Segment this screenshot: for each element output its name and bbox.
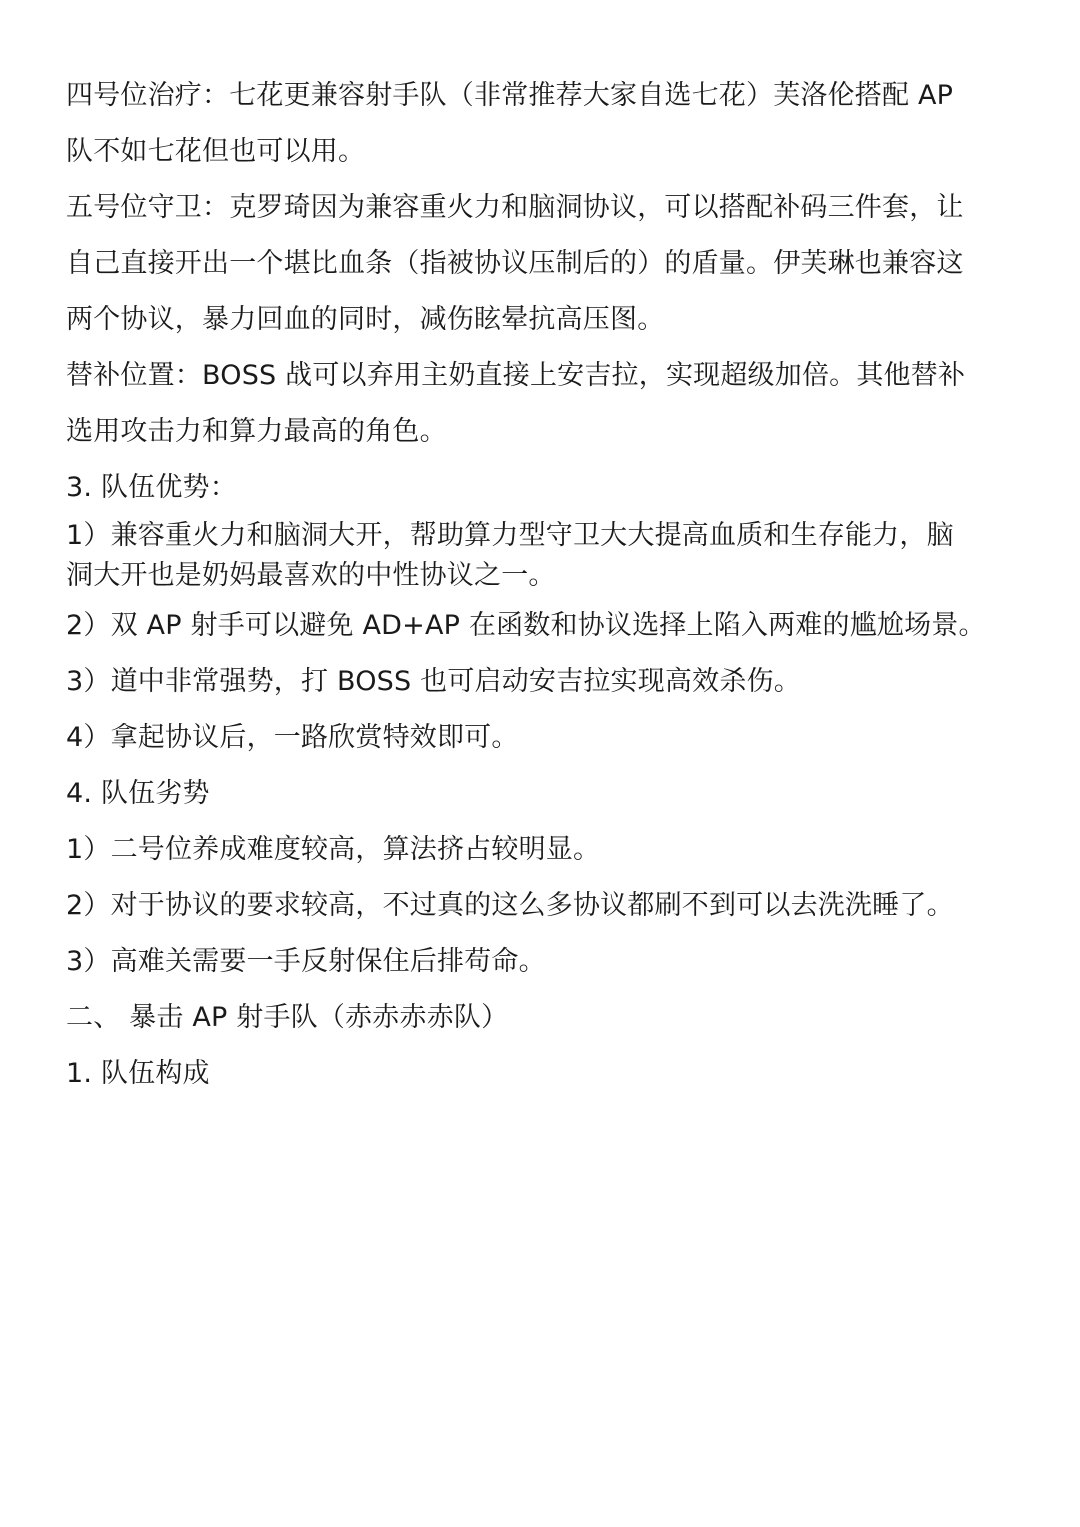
list-item: 3）高难关需要一手反射保住后排苟命。 xyxy=(66,946,546,977)
section-heading: 3. 队伍优势： xyxy=(66,472,237,503)
paragraph-line: 四号位治疗：七花更兼容射手队（非常推荐大家自选七花）芙洛伦搭配 AP xyxy=(66,80,954,111)
paragraph-line: 选用攻击力和算力最高的角色。 xyxy=(66,416,447,447)
chapter-heading: 二、 暴击 AP 射手队（赤赤赤赤队） xyxy=(66,1002,509,1033)
section-heading: 1. 队伍构成 xyxy=(66,1058,210,1089)
list-item-line: 洞大开也是奶妈最喜欢的中性协议之一。 xyxy=(66,560,556,591)
document-page xyxy=(66,68,1016,1102)
list-item: 2）对于协议的要求较高，不过真的这么多协议都刷不到可以去洗洗睡了。 xyxy=(66,890,954,921)
paragraph-line: 自己直接开出一个堪比血条（指被协议压制后的）的盾量。伊芙琳也兼容这 xyxy=(66,248,964,279)
paragraph-line: 队不如七花但也可以用。 xyxy=(66,136,366,167)
list-item-line: 1）兼容重火力和脑洞大开，帮助算力型守卫大大提高血质和生存能力，脑 xyxy=(66,520,954,551)
section-heading: 4. 队伍劣势 xyxy=(66,778,210,809)
paragraph-line: 五号位守卫：克罗琦因为兼容重火力和脑洞协议，可以搭配补码三件套，让 xyxy=(66,192,964,223)
list-item: 1）二号位养成难度较高，算法挤占较明显。 xyxy=(66,834,601,865)
list-item: 3）道中非常强势，打 BOSS 也可启动安吉拉实现高效杀伤。 xyxy=(66,666,801,697)
paragraph-line: 两个协议，暴力回血的同时，减伤眩晕抗高压图。 xyxy=(66,304,665,335)
list-item: 2）双 AP 射手可以避免 AD+AP 在函数和协议选择上陷入两难的尴尬场景。 xyxy=(66,610,986,641)
list-item: 4）拿起协议后，一路欣赏特效即可。 xyxy=(66,722,519,753)
paragraph-line: 替补位置：BOSS 战可以弃用主奶直接上安吉拉，实现超级加倍。其他替补 xyxy=(66,360,966,391)
